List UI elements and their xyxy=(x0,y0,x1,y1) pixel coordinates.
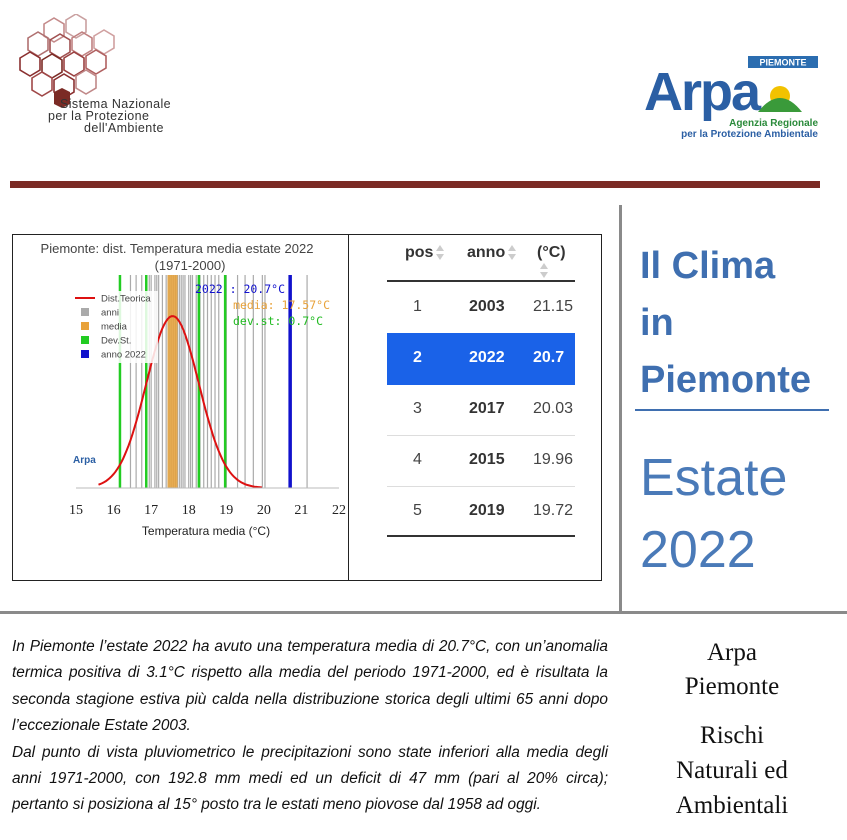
season-label: Estate xyxy=(640,449,788,507)
sort-icon xyxy=(436,244,444,262)
header-divider xyxy=(10,181,820,188)
report-title xyxy=(640,238,811,409)
x-tick-label: 18 xyxy=(181,503,196,518)
legend-label: anno 2022 xyxy=(101,349,146,361)
x-tick-label: 17 xyxy=(144,503,159,518)
dept-line-1: Rischi xyxy=(700,722,764,749)
dept-line-2: Naturali ed xyxy=(676,757,788,784)
cell-val: 19.72 xyxy=(533,502,574,519)
arpa-banner-text: PIEMONTE xyxy=(759,57,807,68)
chart-title: Piemonte: dist. Temperatura media estate 2022 xyxy=(40,241,314,256)
x-tick-label: 19 xyxy=(219,503,234,518)
sort-icon xyxy=(540,262,548,280)
hill-icon xyxy=(758,98,802,112)
title-line-2: in xyxy=(640,302,674,344)
annotation-2022: 2022 : 20.7°C xyxy=(194,282,285,296)
annotation-devst: dev.st: 0.7°C xyxy=(232,314,323,328)
column-header-pos[interactable] xyxy=(405,244,444,262)
legend-label: Dev.St. xyxy=(101,335,132,347)
column-divider xyxy=(619,205,622,613)
table-header-row xyxy=(387,232,575,282)
org-line-1: Arpa xyxy=(707,639,757,666)
table-bottom-rule xyxy=(387,535,575,537)
cell-pos: 2 xyxy=(413,349,422,366)
section-divider xyxy=(0,611,847,614)
org-name xyxy=(640,636,824,704)
x-tick-label: 20 xyxy=(256,503,271,518)
legend-swatch xyxy=(81,322,89,330)
cell-val: 20.03 xyxy=(533,400,574,417)
x-tick-label: 15 xyxy=(69,503,83,518)
cell-val: 20.7 xyxy=(533,349,565,366)
chart-arpa-logo: Arpa xyxy=(73,455,96,466)
arpa-wordmark: Arpa xyxy=(644,62,760,122)
cell-val: 19.96 xyxy=(533,451,574,468)
arpa-sub-1: Agenzia Regionale xyxy=(729,118,818,129)
cell-val: 21.15 xyxy=(533,298,574,315)
x-tick-label: 22 xyxy=(332,503,346,518)
table-row[interactable] xyxy=(387,282,575,334)
figure-divider xyxy=(348,234,349,581)
table-row[interactable] xyxy=(387,384,575,436)
table-row[interactable] xyxy=(387,435,575,487)
table-row-selected[interactable] xyxy=(387,333,575,385)
cell-pos: 5 xyxy=(413,502,422,519)
legend-swatch xyxy=(81,308,89,316)
x-tick-label: 16 xyxy=(106,503,121,518)
department-name xyxy=(640,718,824,823)
title-line-3: Piemonte xyxy=(640,359,812,401)
legend-label: anni xyxy=(101,307,119,319)
x-tick-label: 21 xyxy=(294,503,309,518)
column-header-val[interactable] xyxy=(537,244,575,280)
cell-anno: 2022 xyxy=(469,349,505,366)
title-rule xyxy=(635,409,829,411)
media-band xyxy=(168,275,178,488)
snpa-line-1: Sistema Nazionale xyxy=(60,97,172,111)
cell-anno: 2019 xyxy=(469,502,505,519)
season-year: 2022 xyxy=(640,521,756,579)
legend-label: Dist.Teorica xyxy=(101,293,151,305)
dept-line-3: Ambientali xyxy=(675,792,789,819)
snpa-line-3: dell'Ambiente xyxy=(84,121,164,135)
table-row[interactable] xyxy=(387,486,575,537)
cell-pos: 4 xyxy=(413,451,422,468)
legend-swatch xyxy=(81,336,89,344)
cell-anno: 2015 xyxy=(469,451,505,468)
season-title xyxy=(640,442,787,586)
cell-pos: 1 xyxy=(413,298,422,315)
column-header-anno[interactable] xyxy=(467,244,516,262)
column-header-pos-label: pos xyxy=(405,244,434,262)
summary-paragraph-1: In Piemonte l’estate 2022 ha avuto una temperatura media di 20.7°C, con un’anomalia termica positiva di 3.1°C rispetto alla media del periodo 1971-2000, ed è risultata la seconda stagione estiva più calda nella distribuzione storica degli ultimi 65 anni dopo l’eccezionale Estate 2003. xyxy=(12,638,608,735)
summary-paragraph-2: Dal punto di vista pluviometrico le precipitazioni sono state inferiori alla media degli anni 1971-2000, con 192.8 mm medi ed un deficit di 47 mm (pari al 20% circa); pertanto si posiziona al 15° posto tra le estati meno piovose dal 1958 ad oggi. xyxy=(12,743,608,814)
annotation-media: media: 17.57°C xyxy=(233,298,330,312)
snpa-line-2: per la Protezione xyxy=(48,109,150,123)
temperature-distribution-chart xyxy=(13,235,348,580)
cell-pos: 3 xyxy=(413,400,422,417)
column-header-anno-label: anno xyxy=(467,244,506,262)
cell-anno: 2017 xyxy=(469,400,505,417)
snpa-logo xyxy=(14,14,204,136)
arpa-piemonte-logo xyxy=(640,54,822,144)
x-axis-label: Temperatura media (°C) xyxy=(141,524,271,538)
chart-subtitle: (1971-2000) xyxy=(154,258,226,273)
cell-anno: 2003 xyxy=(469,298,505,315)
org-line-2: Piemonte xyxy=(684,673,780,700)
column-header-val-label: (°C) xyxy=(537,244,566,261)
legend-label: media xyxy=(101,321,127,333)
summary-text xyxy=(12,634,608,819)
title-line-1: Il Clima xyxy=(640,245,776,287)
arpa-sub-2: per la Protezione Ambientale xyxy=(681,129,818,140)
legend-swatch xyxy=(81,350,89,358)
sort-icon xyxy=(508,244,516,262)
